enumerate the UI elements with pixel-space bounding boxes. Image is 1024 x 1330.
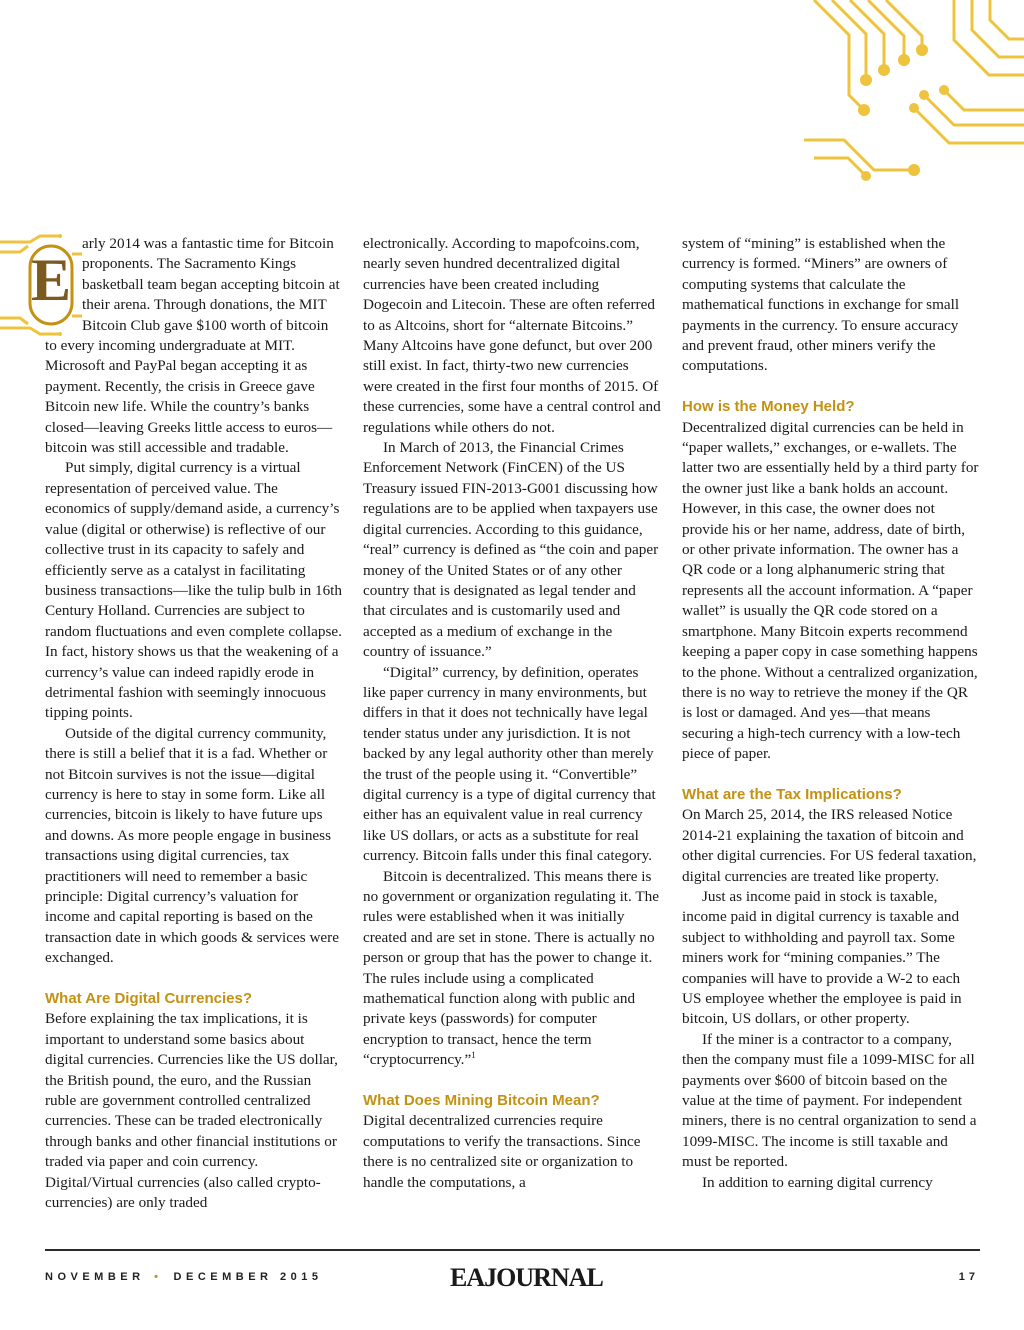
paragraph: Digital decentralized currencies require computations to verify the transactions. Since there is no centralized site or organization to handle the computations, a [363, 1112, 641, 1191]
dropcap [0, 234, 82, 336]
issue-month-2: DECEMBER 2015 [173, 1271, 323, 1283]
paragraph: In addition to earning digital currency [702, 1173, 933, 1191]
paragraph: In March of 2013, the Financial Crimes Enforcement Network (FinCEN) of the US Treasury issued FIN-2013-G001 discussing how regulations are to be applied when taxpayers use digital currencies. According to this guidance, “real” currency is defined as “the coin and paper money of the United States or of any other country that is designated as legal tender and that circulates and is customarily used and accepted as a medium of exchange in the country of issuance.” [363, 439, 659, 661]
footnote-marker: 1 [471, 1050, 476, 1061]
paragraph: electronically. According to mapofcoins.com, nearly seven hundred decentralized digital currencies have been created including Dogecoin and Litecoin. These are often referred to as Altcoins, short for “alternate Bitcoins.” Many Altcoins have gone defunct, but over 200 still exist. In fact, thirty-two new currencies were created in the first four months of 2015. Of these currencies, some have a central control and regulations while others do not. [363, 235, 661, 436]
paragraph: Decentralized digital currencies can be held in “paper wallets,” exchanges, or e-wallets. The latter two are essentially held by a third party for the owner just like a bank holds an account. However, in this case, the owner does not provide his or her name, address, date of birth, or other private information. The owner has a QR code or a long alphanumeric string that represents all the account information. A “paper wallet” is usually the QR code stored on a smartphone. Many Bitcoin experts recommend keeping a paper copy in case something happens to the phone. Without a centralized organization, there is no way to retrieve the money if the QR is lost or damaged. And yes—that means securing a high-tech currency with a low-tech piece of paper. [682, 418, 979, 763]
section-heading: What Are Digital Currencies? [45, 990, 252, 1008]
footer-divider [45, 1249, 980, 1251]
date-separator: • [154, 1271, 158, 1283]
paragraph: arly 2014 was a fantastic time for Bitcoin proponents. The Sacramento Kings basketball team began accepting bitcoin at their arena. Through donations, the MIT Bitcoin Club gave $100 worth of bitcoin to every incoming undergraduate at MIT. Microsoft and PayPal began accepting it as payment. Recently, the crisis in Greece gave Bitcoin new life. While the country’s banks closed—leaving Greeks little access to euros—bitcoin was still accessible and tradable. [45, 235, 340, 457]
dropcap-letter: E [30, 246, 72, 313]
paragraph: If the miner is a contractor to a company, then the company must file a 1099-MISC for all payments over $600 of bitcoin based on the value at the time of payment. For independent miners, there is no central organization to send a 1099-MISC. The income is still taxable and must be reported. [682, 1030, 977, 1171]
article-column-2 [363, 234, 661, 1193]
paragraph: Put simply, digital currency is a virtual representation of perceived value. The economics of supply/demand aside, a currency’s value (digital or otherwise) is reflective of our collective trust in its capacity to safely and efficiently serve as a catalyst in facilitating business transactions—like the tulip bulb in 16th Century Holland. Currencies are subject to random fluctuations and even complete collapse. In fact, history shows us that the weakening of a currency’s value can indeed rapidly erode in detrimental fashion with seemingly innocuous tipping points. [45, 459, 342, 722]
paragraph: Outside of the digital currency community, there is still a belief that it is a fad. Whether or not Bitcoin survives is not the issue—digital currency is here to stay in some form. Like all currencies, bitcoin is likely to have future ups and downs. As more people engage in business transactions using digital currencies, tax practitioners will need to remember a basic principle: Digital currency’s valuation for income and capital reporting is based on the transaction date in which goods & services were exchanged. [45, 724, 339, 967]
paragraph: system of “mining” is established when the currency is formed. “Miners” are owners of computing systems that calculate the mathematical functions in exchange for small payments in the currency. To ensure accuracy and prevent fraud, other miners verify the computations. [682, 235, 960, 375]
journal-logo: EAJOURNAL [450, 1263, 603, 1292]
section-heading: How is the Money Held? [682, 398, 855, 416]
section-heading: What Does Mining Bitcoin Mean? [363, 1092, 600, 1110]
article-column-3 [682, 234, 980, 1193]
paragraph [363, 867, 661, 1071]
paragraph: Just as income paid in stock is taxable, income paid in digital currency is taxable and subject to withholding and payroll tax. Some miners work for “mining companies.” The companies will have to provide a W-2 to each US employee whether the employee is paid in bitcoin, US dollars, or other property. [682, 887, 962, 1028]
issue-month-1: NOVEMBER [45, 1271, 145, 1283]
page-number: 17 [958, 1271, 979, 1283]
paragraph-text: Bitcoin is decentralized. This means there is no government or organization regulating it. The rules were established when it was initially created and are set in stone. There is actually no person or group that has the power to change it. The rules include using a complicated mathematical function along with public and private keys (passwords) for computer encryption to transact, hence the term “cryptocurrency.” [363, 867, 659, 1069]
paragraph: “Digital” currency, by definition, operates like paper currency in many environments, but differs in that it does not technically have legal tender status under any jurisdiction. It is not backed by any legal authority other than merely the trust of the people using it. “Convertible” digital currency is a type of digital currency that either has an equivalent value in real currency like US dollars, or acts as a substitute for real currency. Bitcoin falls under this final category. [363, 663, 656, 865]
article-column-1 [30, 234, 343, 1213]
circuit-decoration-icon [804, 0, 1024, 190]
issue-date [45, 1271, 323, 1283]
paragraph: Before explaining the tax implications, it is important to understand some basics about digital currencies. Currencies like the US dollar, the British pound, the euro, and the Russian ruble are government controlled centralized currencies. These can be traded electronically through banks and other financial institutions or traded via paper and coin currency. Digital/Virtual currencies (also called crypto-currencies) are only traded [45, 1010, 338, 1212]
section-heading: What are the Tax Implications? [682, 785, 902, 803]
paragraph: On March 25, 2014, the IRS released Notice 2014-21 explaining the taxation of bitcoin and other digital currencies. For US federal taxation, digital currencies are treated like property. [682, 806, 977, 885]
